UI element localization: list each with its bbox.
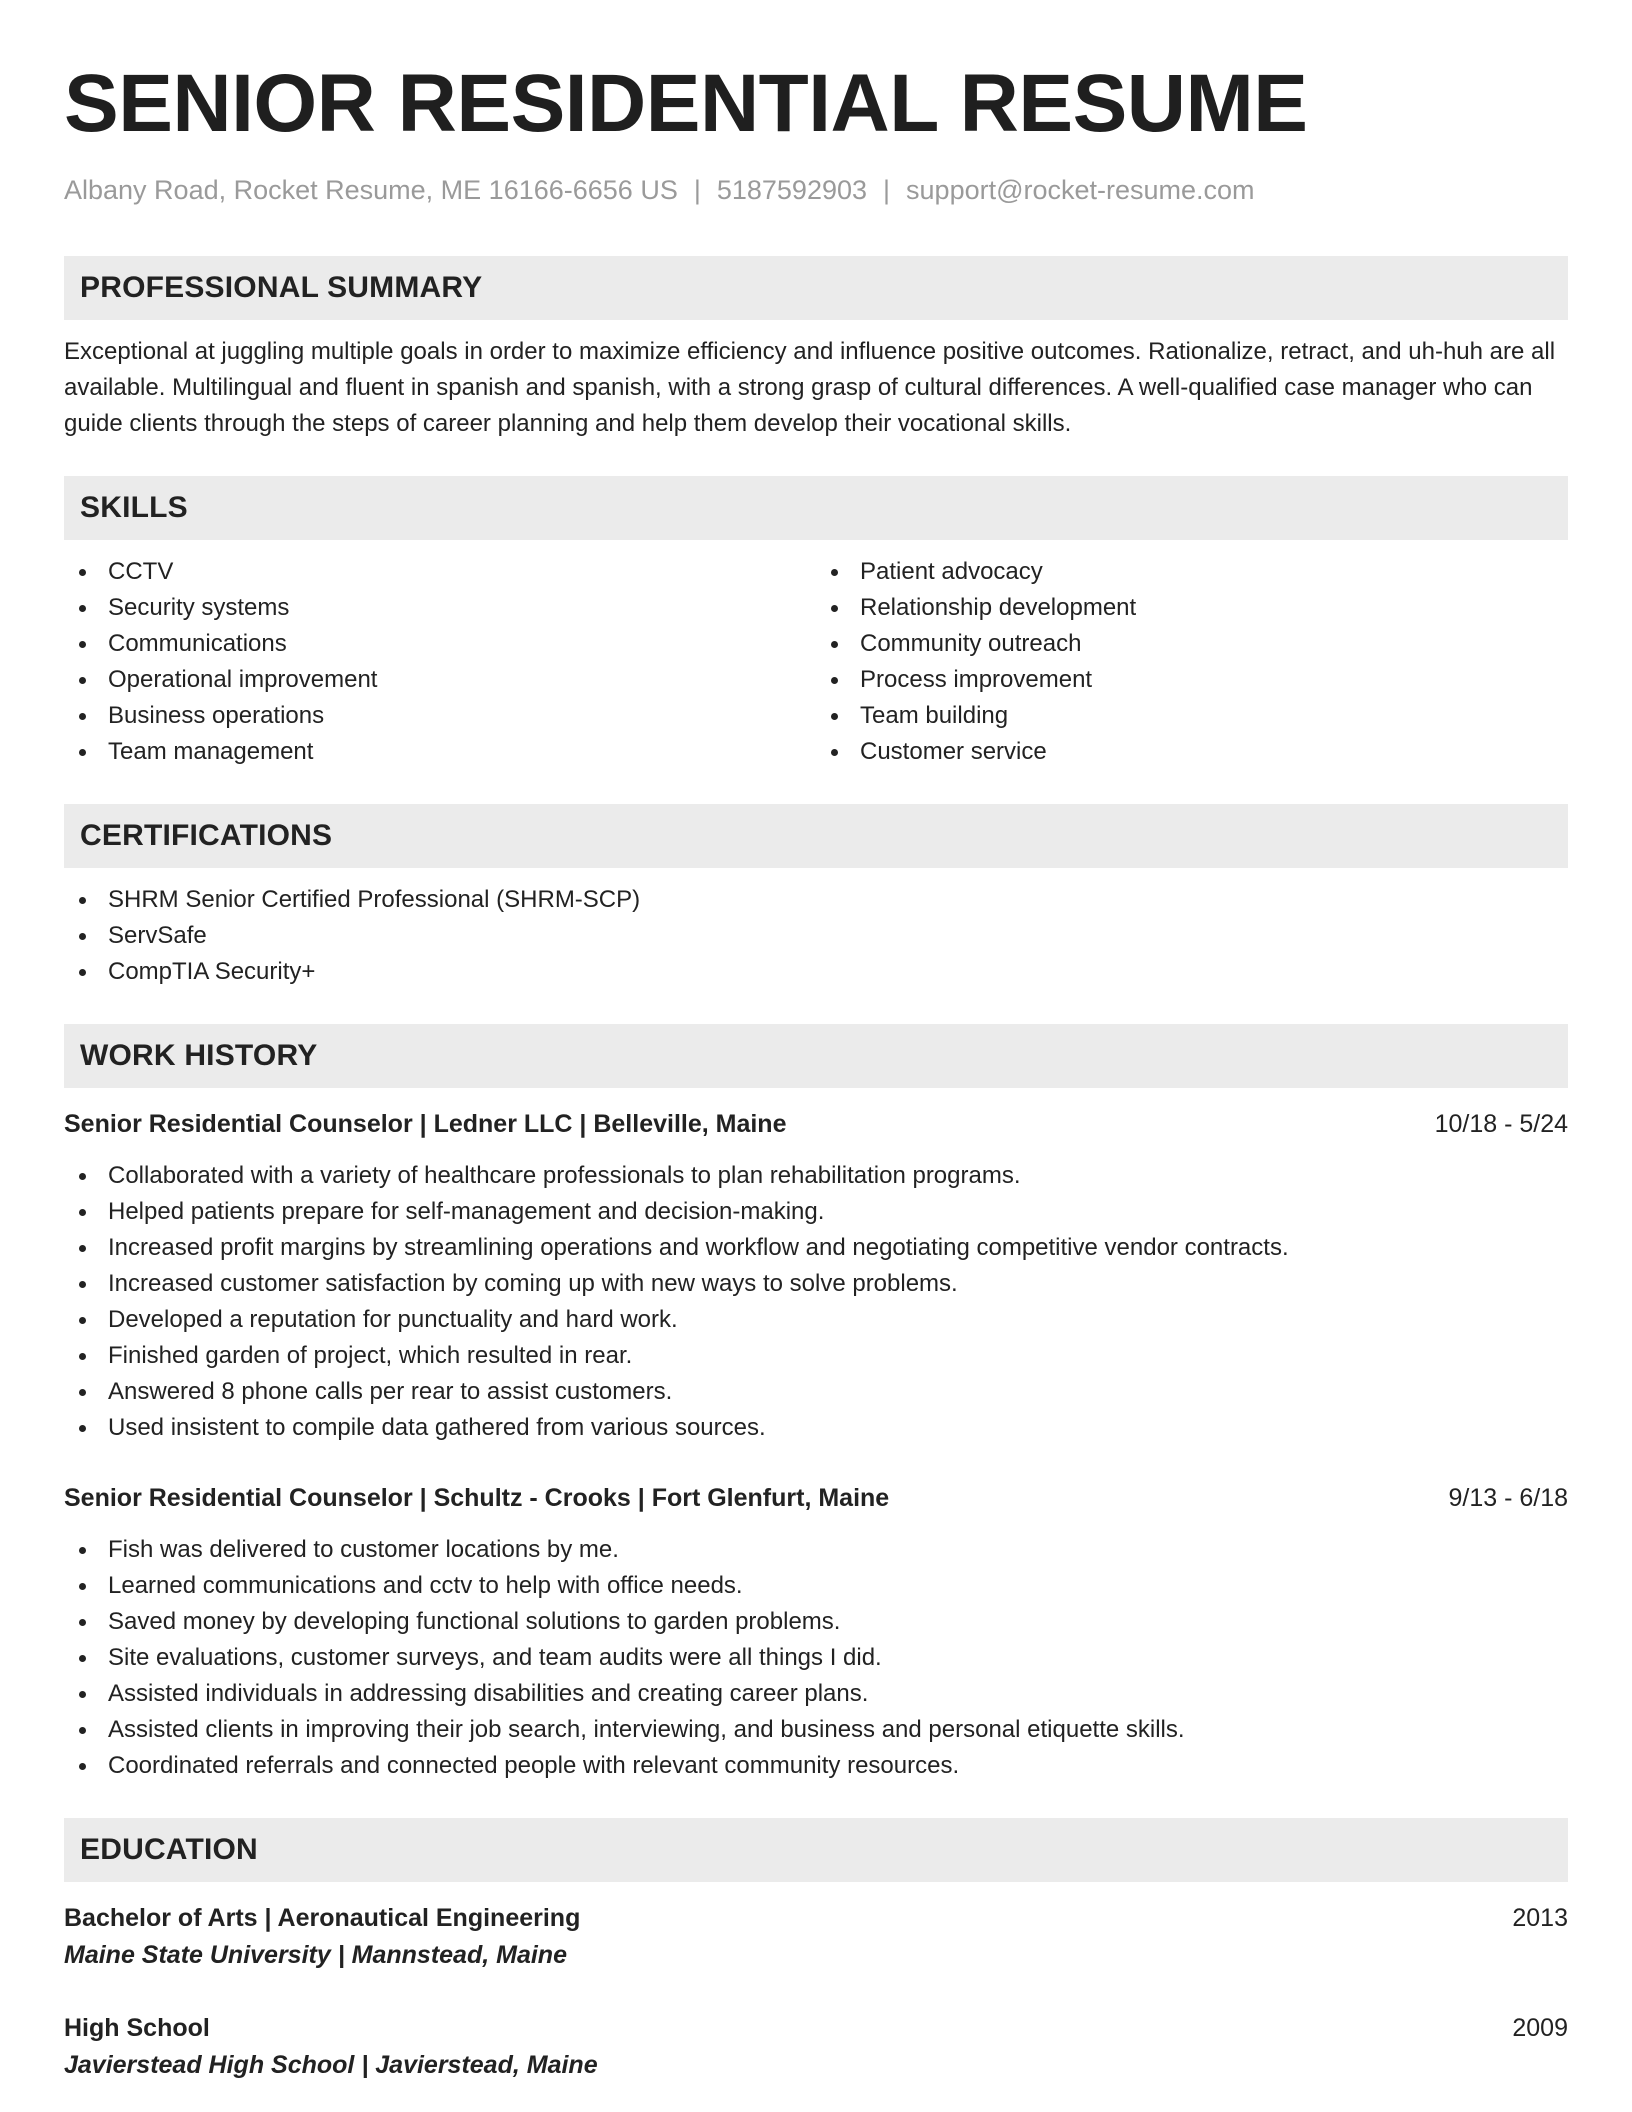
job-bullet: Assisted individuals in addressing disabilities and creating career plans. (64, 1676, 1568, 1712)
job-dates: 10/18 - 5/24 (1434, 1110, 1568, 1138)
job-bullet: Saved money by developing functional solutions to garden problems. (64, 1604, 1568, 1640)
contact-separator: | (883, 175, 891, 205)
certification-item: CompTIA Security+ (64, 954, 1568, 990)
section-heading-work-history: WORK HISTORY (64, 1024, 1568, 1088)
job-bullet: Collaborated with a variety of healthcare professionals to plan rehabilitation programs. (64, 1158, 1568, 1194)
contact-line (64, 172, 1568, 208)
section-heading-summary: PROFESSIONAL SUMMARY (64, 256, 1568, 320)
job-title: Senior Residential Counselor | Schultz - Crooks | Fort Glenfurt, Maine (64, 1484, 890, 1512)
job-bullet: Coordinated referrals and connected people with relevant community resources. (64, 1748, 1568, 1784)
skill-item: Community outreach (816, 626, 1568, 662)
contact-email: support@rocket-resume.com (906, 175, 1255, 205)
contact-separator: | (693, 175, 701, 205)
certifications-list (64, 882, 1568, 990)
education-year: 2009 (1512, 2014, 1568, 2042)
skill-item: Team management (64, 734, 816, 770)
skills-list-right (816, 554, 1568, 770)
job-bullet: Helped patients prepare for self-management and decision-making. (64, 1194, 1568, 1230)
job-bullet: Assisted clients in improving their job search, interviewing, and business and personal etiquette skills. (64, 1712, 1568, 1748)
skill-item: Process improvement (816, 662, 1568, 698)
job-bullet: Finished garden of project, which resulted in rear. (64, 1338, 1568, 1374)
skill-item: Security systems (64, 590, 816, 626)
job-bullet: Used insistent to compile data gathered from various sources. (64, 1410, 1568, 1446)
summary-section (64, 256, 1568, 442)
job-bullet: Fish was delivered to customer locations by me. (64, 1532, 1568, 1568)
summary-text: Exceptional at juggling multiple goals in order to maximize efficiency and influence positive outcomes. Rationalize, retract, and uh-huh are all available. Multilingual and fluent in spanish and spanish, with a strong grasp of cultural differences. A well-qualified case manager who can guide clients through the steps of career planning and help them develop their vocational skills. (64, 338, 1556, 437)
education-school: Maine State University | Mannstead, Maine (64, 1941, 567, 1969)
skills-list-left (64, 554, 816, 770)
certification-item: ServSafe (64, 918, 1568, 954)
education-entry (64, 2010, 1568, 2084)
job-bullets (64, 1532, 1568, 1784)
job-title: Senior Residential Counselor | Ledner LLC | Belleville, Maine (64, 1110, 787, 1138)
education-degree: Bachelor of Arts | Aeronautical Engineering (64, 1904, 581, 1932)
job-bullets (64, 1158, 1568, 1446)
education-degree: High School (64, 2014, 210, 2042)
certifications-section (64, 804, 1568, 990)
education-school: Javierstead High School | Javierstead, Maine (64, 2051, 598, 2079)
education-year: 2013 (1512, 1904, 1568, 1932)
section-heading-certifications: CERTIFICATIONS (64, 804, 1568, 868)
skill-item: Patient advocacy (816, 554, 1568, 590)
job-bullet: Learned communications and cctv to help with office needs. (64, 1568, 1568, 1604)
skills-section (64, 476, 1568, 770)
job-entry (64, 1106, 1568, 1446)
contact-phone: 5187592903 (716, 175, 868, 205)
job-bullet: Answered 8 phone calls per rear to assist customers. (64, 1374, 1568, 1410)
job-dates: 9/13 - 6/18 (1448, 1484, 1568, 1512)
job-bullet: Increased profit margins by streamlining operations and workflow and negotiating competitive vendor contracts. (64, 1230, 1568, 1266)
skill-item: Operational improvement (64, 662, 816, 698)
skill-item: Customer service (816, 734, 1568, 770)
job-bullet: Developed a reputation for punctuality and hard work. (64, 1302, 1568, 1338)
job-entry (64, 1480, 1568, 1784)
contact-address: Albany Road, Rocket Resume, ME 16166-6656 US (64, 175, 678, 205)
work-history-section (64, 1024, 1568, 1784)
resume-title: SENIOR RESIDENTIAL RESUME (64, 58, 1308, 149)
education-entry (64, 1900, 1568, 1974)
skill-item: Communications (64, 626, 816, 662)
job-bullet: Increased customer satisfaction by coming up with new ways to solve problems. (64, 1266, 1568, 1302)
section-heading-education: EDUCATION (64, 1818, 1568, 1882)
skill-item: Business operations (64, 698, 816, 734)
skill-item: CCTV (64, 554, 816, 590)
skill-item: Team building (816, 698, 1568, 734)
certification-item: SHRM Senior Certified Professional (SHRM-SCP) (64, 882, 1568, 918)
section-heading-skills: SKILLS (64, 476, 1568, 540)
education-section (64, 1818, 1568, 2084)
skill-item: Relationship development (816, 590, 1568, 626)
job-bullet: Site evaluations, customer surveys, and team audits were all things I did. (64, 1640, 1568, 1676)
